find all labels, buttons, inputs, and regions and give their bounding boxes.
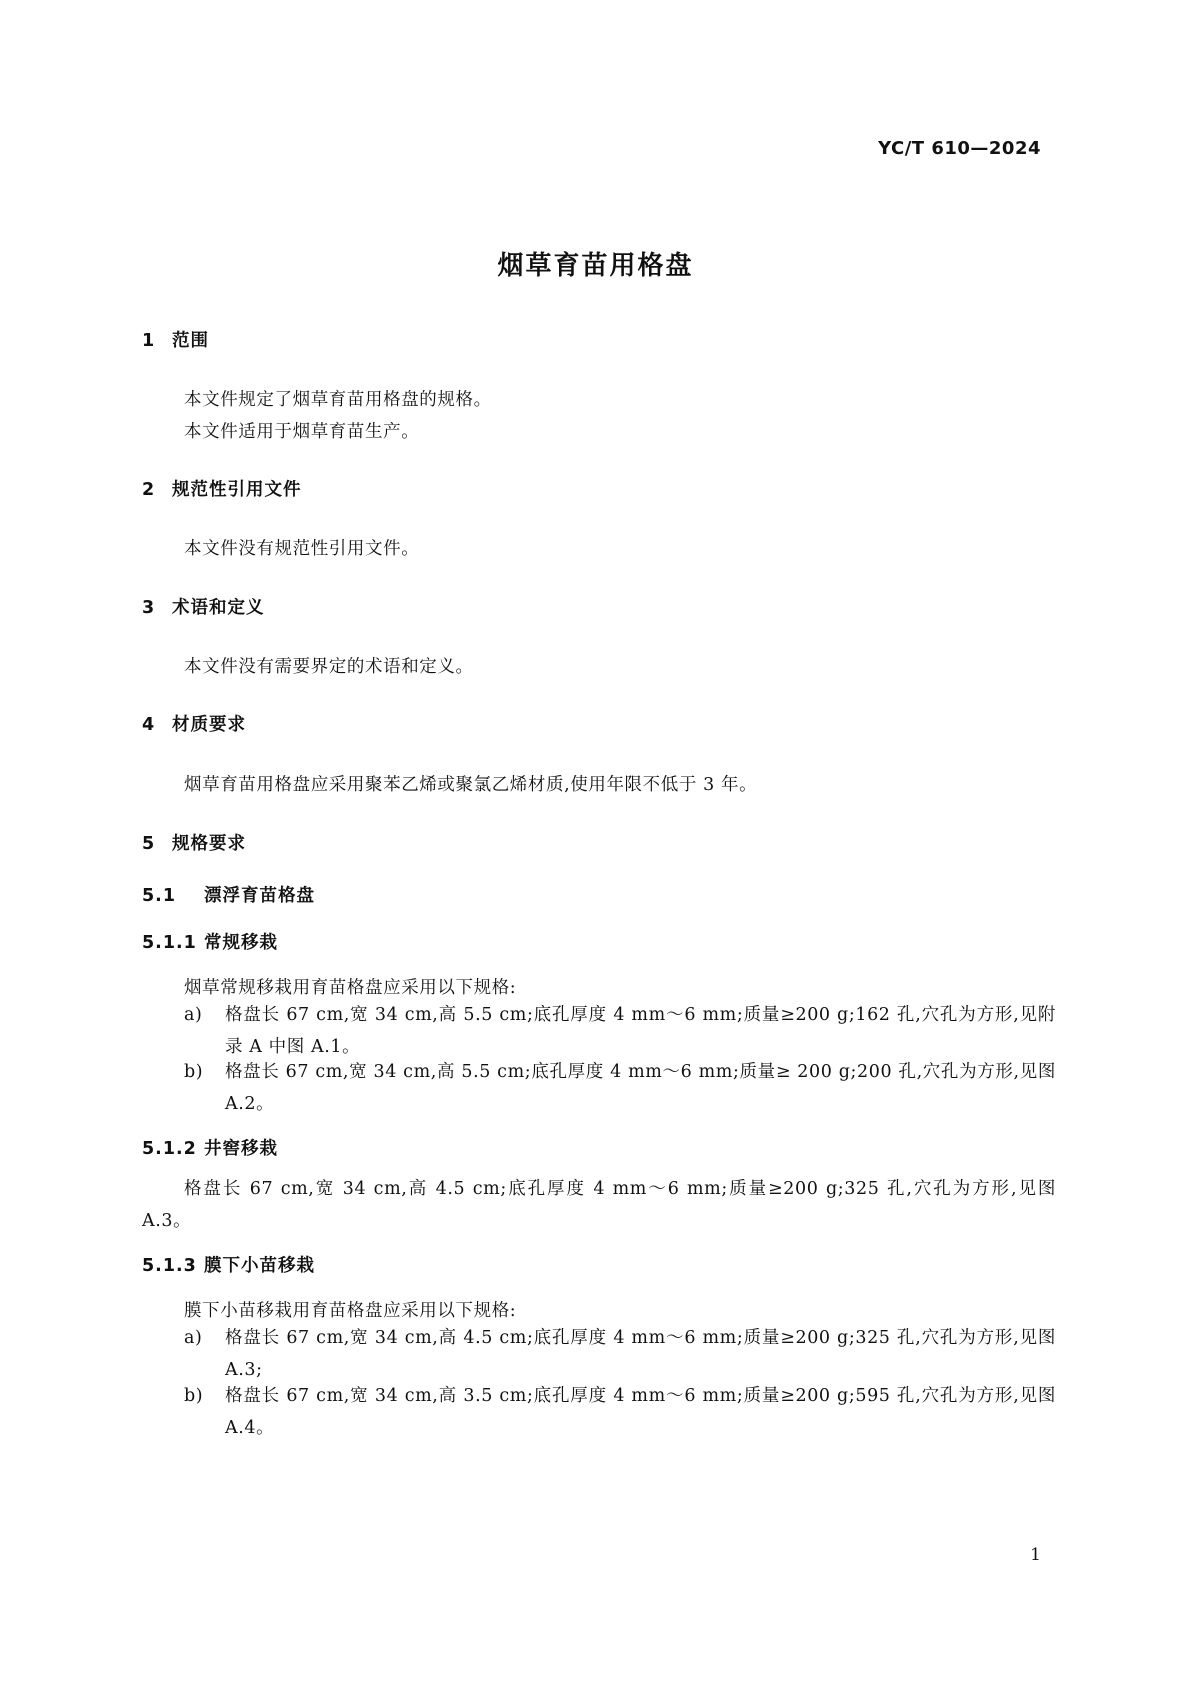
list-marker: a) [184, 1005, 203, 1025]
list-item-text: 格盘长 67 cm,宽 34 cm,高 5.5 cm;底孔厚度 4 mm～6 mm;质量≥ 200 g;200 孔,穴孔为方形,见图 A.2。 [225, 1062, 1056, 1114]
list-marker: b) [184, 1386, 204, 1406]
paragraph: 本文件规定了烟草育苗用格盘的规格。 [184, 390, 492, 410]
paragraph: 膜下小苗移栽用育苗格盘应采用以下规格: [184, 1301, 517, 1321]
section-title: 规范性引用文件 [172, 480, 302, 500]
list-item-text: 格盘长 67 cm,宽 34 cm,高 3.5 cm;底孔厚度 4 mm～6 mm;质量≥200 g;595 孔,穴孔为方形,见图 A.4。 [225, 1386, 1056, 1438]
section-1-heading [142, 327, 209, 352]
list-item-text: 格盘长 67 cm,宽 34 cm,高 4.5 cm;底孔厚度 4 mm～6 mm;质量≥200 g;325 孔,穴孔为方形,见图 A.3; [225, 1328, 1056, 1380]
list-item [184, 999, 1056, 1063]
section-title: 常规移栽 [204, 933, 278, 953]
paragraph: 本文件没有规范性引用文件。 [184, 539, 420, 559]
section-title: 范围 [172, 331, 209, 351]
list-marker: a) [184, 1328, 203, 1348]
section-title: 井窖移栽 [204, 1139, 278, 1159]
section-4-heading [142, 711, 246, 736]
section-number: 5.1 [142, 886, 177, 906]
section-title: 材质要求 [172, 715, 246, 735]
list-item-text: 格盘长 67 cm,宽 34 cm,高 5.5 cm;底孔厚度 4 mm～6 mm;质量≥200 g;162 孔,穴孔为方形,见附录 A 中图 A.1。 [225, 1005, 1056, 1057]
list-item [184, 1056, 1056, 1120]
section-number: 5 [142, 834, 156, 854]
section-number: 4 [142, 715, 156, 735]
list-item [184, 1322, 1056, 1386]
standard-number: YC/T 610—2024 [878, 138, 1041, 159]
section-number: 5.1.1 [142, 933, 197, 953]
document-title: 烟草育苗用格盘 [497, 251, 694, 281]
subsection-5-1-2-heading [142, 1135, 278, 1160]
section-number: 1 [142, 331, 156, 351]
paragraph: 本文件适用于烟草育苗生产。 [184, 422, 420, 442]
section-number: 5.1.3 [142, 1256, 197, 1276]
section-3-heading [142, 594, 265, 619]
list-marker: b) [184, 1062, 204, 1082]
paragraph: 格盘长 67 cm,宽 34 cm,高 4.5 cm;底孔厚度 4 mm～6 mm;质量≥200 g;325 孔,穴孔为方形,见图 A.3。 [142, 1179, 1056, 1231]
paragraph: 本文件没有需要界定的术语和定义。 [184, 657, 474, 677]
paragraph: 烟草常规移栽用育苗格盘应采用以下规格: [184, 978, 517, 998]
section-title: 术语和定义 [172, 598, 265, 618]
paragraph: 烟草育苗用格盘应采用聚苯乙烯或聚氯乙烯材质,使用年限不低于 3 年。 [184, 775, 758, 795]
section-title: 膜下小苗移栽 [204, 1256, 315, 1276]
section-5-heading [142, 830, 246, 855]
subsection-5-1-heading [142, 882, 315, 907]
section-title: 漂浮育苗格盘 [204, 886, 315, 906]
section-number: 5.1.2 [142, 1139, 197, 1159]
subsection-5-1-1-heading [142, 929, 278, 954]
section-title: 规格要求 [172, 834, 246, 854]
subsection-5-1-3-heading [142, 1252, 315, 1277]
section-2-heading [142, 476, 302, 501]
page-number: 1 [1030, 1545, 1041, 1565]
list-item [184, 1380, 1056, 1444]
section-number: 2 [142, 480, 156, 500]
section-number: 3 [142, 598, 156, 618]
